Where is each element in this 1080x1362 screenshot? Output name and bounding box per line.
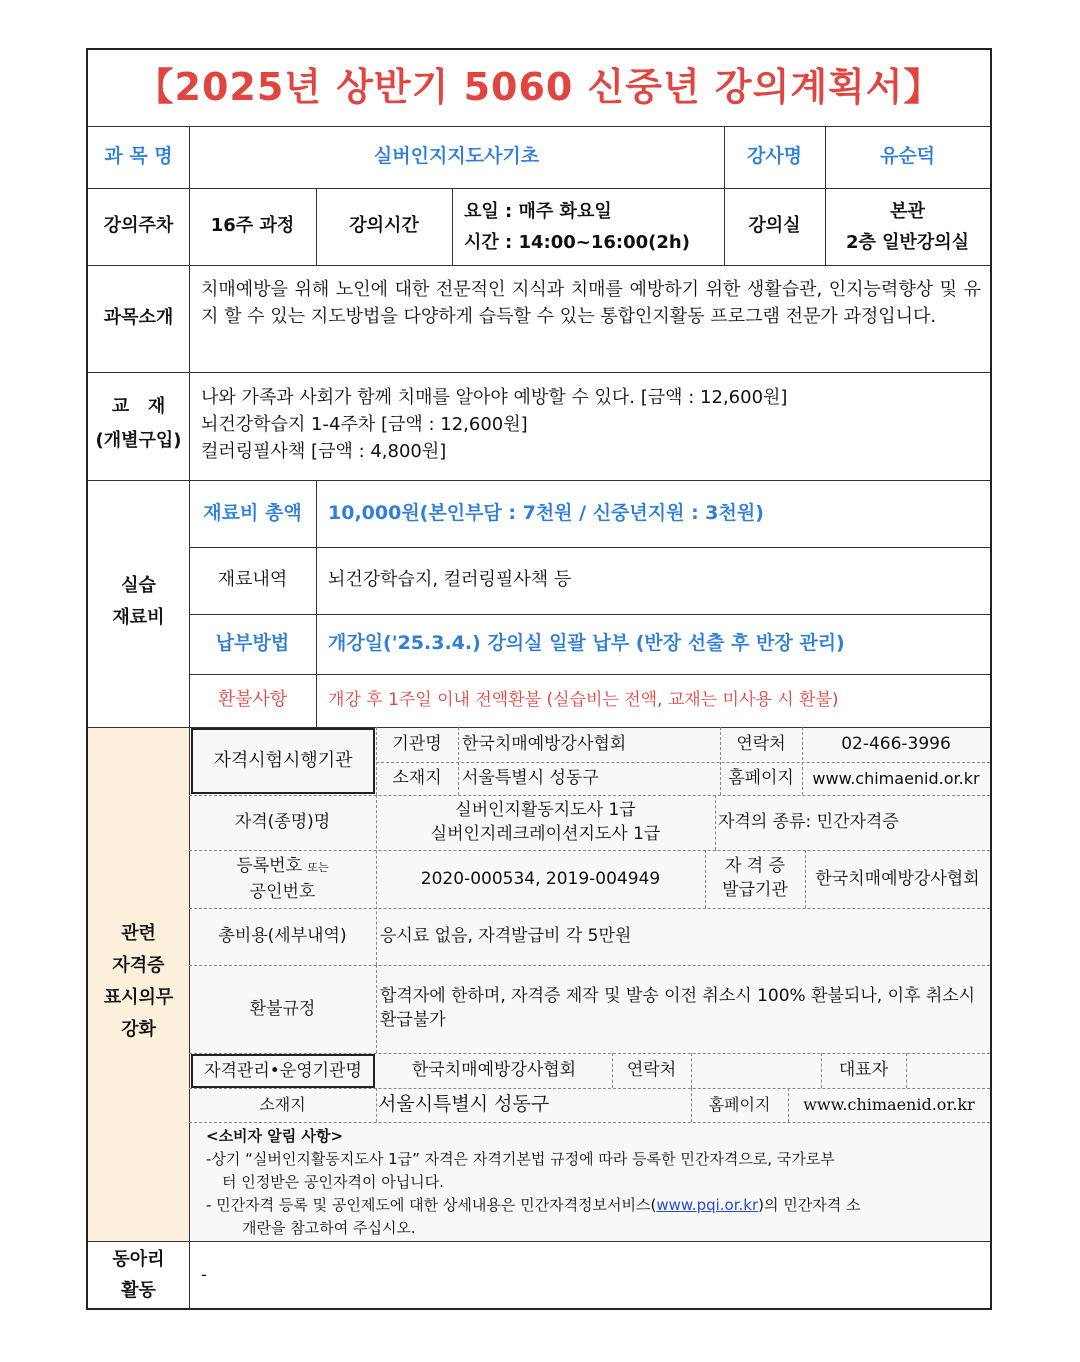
materials-items-value: 뇌건강학습지, 컬러링필사책 등 (328, 569, 572, 591)
org-name-label: 기관명 (392, 734, 442, 755)
reg-label-main: 등록번호 (236, 856, 303, 876)
club-value: - (201, 1265, 207, 1285)
mgmt-rep-label: 대표자 (838, 1060, 889, 1081)
weeks-value: 16주 과정 (210, 215, 295, 237)
instructor-label: 강사명 (746, 145, 803, 168)
payment-label: 납부방법 (215, 632, 290, 655)
club-label (88, 1244, 189, 1306)
instructor-value: 유순덕 (879, 145, 936, 168)
issuer-label-line1: 자 격 증 (724, 856, 786, 876)
homepage-label: 홈페이지 (728, 768, 794, 789)
cert-side-line: 표시의무 (103, 987, 174, 1008)
pqi-link[interactable]: www.pqi.or.kr (656, 1196, 759, 1214)
room-building: 본관 (890, 201, 925, 222)
lecture-plan-document (86, 48, 992, 1310)
notice-text: - 민간자격 등록 및 공인제도에 대한 상세내용은 민간자격정보서비스(www.pqi.or.kr)의 민간자격 소 (206, 1196, 861, 1214)
textbook-item: 나와 가족과 사회가 함께 치매를 알아야 예방할 수 있다. [금액 : 12,600원] (201, 387, 788, 408)
time-day: 요일 : 매주 화요일 (464, 201, 612, 222)
time-label: 강의시간 (349, 215, 419, 237)
location-label: 소재지 (392, 768, 442, 789)
time-hours: 시간 : 14:00~16:00(2h) (464, 232, 690, 253)
materials-items-label: 재료내역 (217, 569, 288, 591)
course-name-value: 실버인지지도사기초 (373, 145, 540, 168)
refund-value: 개강 후 1주일 이내 전액환불 (실습비는 전액, 교재는 미사용 시 환불) (328, 690, 839, 711)
cost-label: 총비용(세부내역) (218, 926, 347, 947)
location-value: 서울특별시 성동구 (462, 768, 599, 789)
room-label: 강의실 (748, 215, 801, 237)
qual-name-item: 실버인지레크레이션지도사 1급 (430, 824, 661, 844)
textbook-list (201, 384, 981, 470)
materials-label (88, 570, 189, 636)
consumer-notice (206, 1125, 984, 1237)
refund-label: 환불사항 (217, 689, 288, 711)
qual-type: 자격의 종류: 민간자격증 (718, 812, 899, 833)
mgmt-homepage-value: www.chimaenid.or.kr (803, 1095, 975, 1115)
qual-name-item: 실버인지활동지도사 1급 (455, 800, 636, 820)
mgmt-location-label: 소재지 (259, 1095, 306, 1115)
issuer-label-line2: 발급기관 (722, 880, 788, 900)
mgmt-value: 한국치매예방강사협회 (411, 1060, 577, 1081)
intro-text: 치매예방을 위해 노인에 대한 전문적인 지식과 치매를 예방하기 위한 생활습관, 인지능력향상 및 유지 할 수 있는 지도방법을 다양하게 습득할 수 있는 통합인지활동 프로그램 전문가 과정입니다. (201, 279, 981, 327)
notice-text: 개란을 참고하여 주십시오. (242, 1219, 416, 1237)
cert-side-line: 강화 (121, 1019, 156, 1040)
notice-text: 터 인정받은 공인자격이 아닙니다. (222, 1173, 444, 1191)
weeks-label: 강의주차 (103, 215, 174, 237)
club-label-line1: 동아리 (112, 1249, 165, 1270)
mgmt-label: 자격관리•운영기관명 (191, 1054, 375, 1088)
materials-total-value: 10,000원(본인부담 : 7천원 / 신중년지원 : 3천원) (328, 501, 764, 524)
textbook-label (88, 390, 189, 462)
materials-total-label: 재료비 총액 (203, 501, 302, 524)
org-name-value: 한국치매예방강사협회 (462, 734, 627, 755)
textbook-item: 컬러링필사책 [금액 : 4,800원] (201, 441, 447, 462)
textbook-label-main: 교 재 (111, 396, 166, 417)
course-name-label: 과 목 명 (104, 145, 173, 168)
issuer-value: 한국치매예방강사협회 (815, 868, 980, 889)
room-value (825, 196, 990, 258)
cert-side-line: 자격증 (112, 955, 165, 976)
homepage-value: www.chimaenid.or.kr (812, 768, 980, 788)
notice-title: <소비자 알림 사항> (206, 1127, 344, 1145)
contact-label: 연락처 (736, 734, 786, 755)
reg-label-alt: 공인번호 (249, 882, 316, 902)
reg-value: 2020-000534, 2019-004949 (420, 868, 661, 889)
qual-name-label: 자격(종명)명 (234, 812, 331, 833)
cost-value: 응시료 없음, 자격발급비 각 5만원 (380, 926, 632, 947)
qual-name-value (376, 798, 715, 848)
cert-side-line: 관련 (121, 923, 156, 944)
materials-label-line2: 재료비 (112, 607, 165, 628)
cert-side-label (88, 918, 189, 1050)
notice-text: -상기 “실버인지활동지도사 1급” 자격은 자격기본법 규정에 따라 등록한 민간자격으로, 국가로부 (206, 1150, 835, 1168)
refund-rule-label: 환불규정 (249, 998, 316, 1019)
contact-value: 02-466-3996 (841, 734, 951, 755)
materials-label-line1: 실습 (121, 575, 156, 596)
time-value (464, 196, 719, 258)
textbook-label-sub: (개별구입) (95, 430, 182, 451)
exam-org-label: 자격시험시행기관 (191, 728, 375, 794)
payment-value: 개강일('25.3.4.) 강의실 일괄 납부 (반장 선출 후 반장 관리) (328, 632, 845, 655)
mgmt-homepage-label: 홈페이지 (708, 1095, 771, 1115)
mgmt-contact-label: 연락처 (626, 1060, 677, 1081)
page-title: 【2025년 상반기 5060 신중년 강의계획서】 (135, 65, 943, 110)
intro-label: 과목소개 (103, 307, 174, 329)
club-label-line2: 활동 (121, 1280, 156, 1301)
issuer-label (705, 854, 805, 904)
textbook-item: 뇌건강학습지 1-4주차 [금액 : 12,600원] (201, 414, 528, 435)
reg-label (189, 854, 376, 904)
refund-rule-value: 합격자에 한하며, 자격증 제작 및 발송 이전 취소시 100% 환불되나, 이후 취소시 환급불가 (380, 986, 976, 1030)
reg-label-or: 또는 (307, 861, 329, 874)
mgmt-location-value: 서울시특별시 성동구 (378, 1093, 550, 1116)
room-name: 2층 일반강의실 (845, 232, 970, 253)
